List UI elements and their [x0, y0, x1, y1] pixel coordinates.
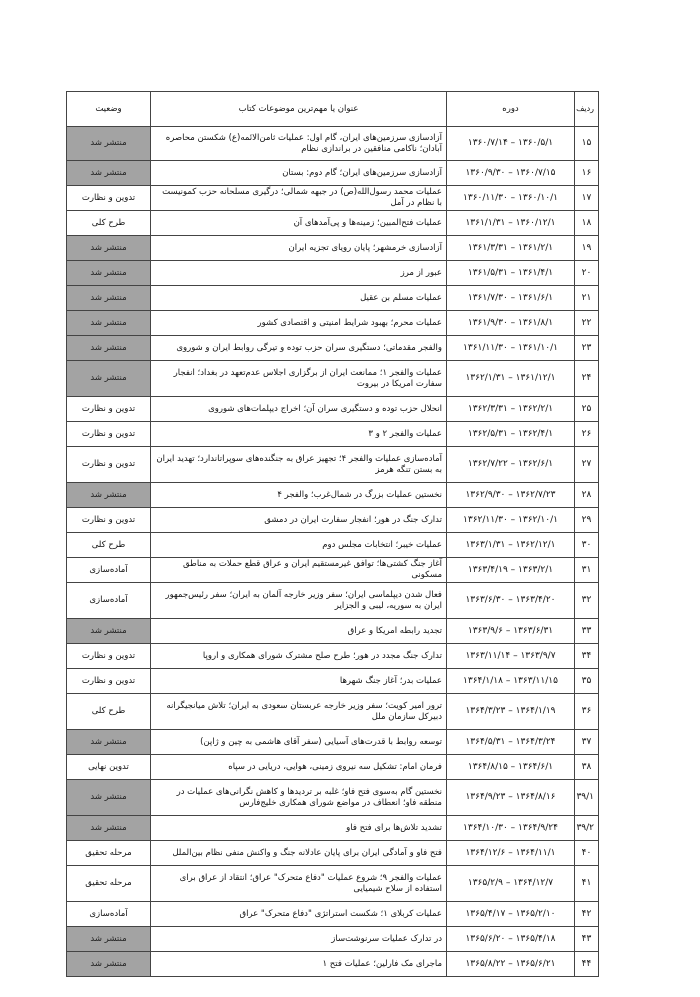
row-number: ۳۷ [575, 730, 599, 755]
row-number: ۳۱ [575, 558, 599, 583]
row-status: منتشر شد [67, 952, 151, 977]
row-title: نخستین گام به‌سوی فتح فاو؛ غلبه بر تردیدها و کاهش نگرانی‌های عملیات در منطقه فاو؛ انعطاف در مواضع شورای همکاری خلیج‌فارس [151, 780, 447, 816]
row-title: انحلال حزب توده و دستگیری سران آن؛ اخراج دیپلمات‌های شوروی [151, 397, 447, 422]
table-row [67, 558, 599, 583]
row-title: عملیات بدر؛ آغاز جنگ شهرها [151, 669, 447, 694]
row-number: ۳۳ [575, 619, 599, 644]
row-status: تدوین و نظارت [67, 644, 151, 669]
row-number: ۳۹/۱ [575, 780, 599, 816]
row-status: منتشر شد [67, 619, 151, 644]
row-number: ۳۹/۲ [575, 816, 599, 841]
row-number: ۱۶ [575, 161, 599, 186]
row-title: آغاز جنگ کشتی‌ها؛ توافق غیرمستقیم ایران و عراق قطع حملات به مناطق مسکونی [151, 558, 447, 583]
row-title: عملیات والفجر ۲ و ۳ [151, 422, 447, 447]
row-period: ۱۳۶۴/۳/۲۴ – ۱۳۶۴/۵/۳۱ [447, 730, 575, 755]
row-number: ۳۶ [575, 694, 599, 730]
row-period: ۱۳۶۰/۱۲/۱ – ۱۳۶۱/۱/۳۱ [447, 211, 575, 236]
row-status: تدوین و نظارت [67, 397, 151, 422]
table-row [67, 311, 599, 336]
table-row [67, 902, 599, 927]
row-status: منتشر شد [67, 236, 151, 261]
table-row [67, 336, 599, 361]
table-row [67, 161, 599, 186]
header-number-label: ردیف [576, 103, 594, 113]
row-title: آزادسازی سرزمین‌های ایران؛ گام دوم: بستان [151, 161, 447, 186]
row-title: عملیات فتح‌المبین؛ زمینه‌ها و پی‌آمدهای آن [151, 211, 447, 236]
books-table [66, 91, 599, 977]
row-period: ۱۳۶۴/۱۲/۷ – ۱۳۶۵/۲/۹ [447, 866, 575, 902]
row-number: ۲۲ [575, 311, 599, 336]
row-period: ۱۳۶۱/۱۰/۱ – ۱۳۶۱/۱۱/۳۰ [447, 336, 575, 361]
row-title: در تدارک عملیات سرنوشت‌ساز [151, 927, 447, 952]
row-number: ۱۸ [575, 211, 599, 236]
header-number [575, 92, 599, 127]
row-title: فرمان امام: تشکیل سه نیروی زمینی، هوایی، دریایی در سپاه [151, 755, 447, 780]
row-status: منتشر شد [67, 927, 151, 952]
row-period: ۱۳۶۳/۱۱/۱۵ – ۱۳۶۴/۱/۱۸ [447, 669, 575, 694]
row-status: مرحله تحقیق [67, 866, 151, 902]
row-title: آزادسازی سرزمین‌های ایران، گام اول: عملیات ثامن‌الائمه(ع) شکستن محاصره آبادان؛ ناکامی منافقین در براندازی نظام [151, 127, 447, 161]
table-row [67, 533, 599, 558]
row-number: ۴۴ [575, 952, 599, 977]
row-number: ۳۴ [575, 644, 599, 669]
row-status: طرح کلی [67, 211, 151, 236]
row-status: آماده‌سازی [67, 558, 151, 583]
row-number: ۲۹ [575, 508, 599, 533]
row-period: ۱۳۶۴/۶/۱ – ۱۳۶۴/۸/۱۵ [447, 755, 575, 780]
row-status: منتشر شد [67, 361, 151, 397]
row-title: ترور امیر کویت؛ سفر وزیر خارجه عربستان سعودی به ایران؛ تلاش میانجیگرانه دبیرکل سازمان ملل [151, 694, 447, 730]
row-period: ۱۳۶۳/۶/۳۱ – ۱۳۶۳/۹/۶ [447, 619, 575, 644]
row-number: ۲۵ [575, 397, 599, 422]
row-period: ۱۳۶۳/۴/۲۰ – ۱۳۶۳/۶/۳۰ [447, 583, 575, 619]
table-row [67, 186, 599, 211]
row-title: عملیات مسلم بن عقیل [151, 286, 447, 311]
row-status: طرح کلی [67, 694, 151, 730]
table-row [67, 211, 599, 236]
row-title: تدارک جنگ مجدد در هور؛ طرح صلح مشترک شورای همکاری و اروپا [151, 644, 447, 669]
row-number: ۳۲ [575, 583, 599, 619]
row-period: ۱۳۶۱/۶/۱ – ۱۳۶۱/۷/۳۰ [447, 286, 575, 311]
row-number: ۲۴ [575, 361, 599, 397]
header-period: دوره [447, 92, 575, 127]
table-row [67, 583, 599, 619]
row-number: ۲۸ [575, 483, 599, 508]
table-row [67, 361, 599, 397]
row-status: آماده‌سازی [67, 583, 151, 619]
row-number: ۳۰ [575, 533, 599, 558]
row-title: عملیات محرم؛ بهبود شرایط امنیتی و اقتصادی کشور [151, 311, 447, 336]
row-period: ۱۳۶۴/۹/۲۴ – ۱۳۶۴/۱۰/۳۰ [447, 816, 575, 841]
row-title: آزادسازی خرمشهر؛ پایان رویای تجزیه ایران [151, 236, 447, 261]
row-status: منتشر شد [67, 286, 151, 311]
row-status: منتشر شد [67, 483, 151, 508]
row-period: ۱۳۶۴/۱/۱۹ – ۱۳۶۴/۳/۲۳ [447, 694, 575, 730]
row-number: ۴۱ [575, 866, 599, 902]
row-number: ۲۳ [575, 336, 599, 361]
table-row [67, 619, 599, 644]
table-row [67, 816, 599, 841]
row-number: ۲۰ [575, 261, 599, 286]
table-row [67, 261, 599, 286]
row-title: توسعه روابط با قدرت‌های آسیایی (سفر آقای هاشمی به چین و ژاپن) [151, 730, 447, 755]
row-status: طرح کلی [67, 533, 151, 558]
row-title: والفجر مقدماتی؛ دستگیری سران حزب توده و تیرگی روابط ایران و شوروی [151, 336, 447, 361]
row-period: ۱۳۶۳/۹/۷ – ۱۳۶۳/۱۱/۱۴ [447, 644, 575, 669]
row-period: ۱۳۶۲/۱۰/۱ – ۱۳۶۲/۱۱/۳۰ [447, 508, 575, 533]
row-title: عملیات والفجر ۹؛ شروع عملیات "دفاع متحرک" عراق؛ انتقاد از عراق برای استفاده از سلاح شیمیایی [151, 866, 447, 902]
row-period: ۱۳۶۰/۱۰/۱ – ۱۳۶۰/۱۱/۳۰ [447, 186, 575, 211]
row-period: ۱۳۶۲/۲/۱ – ۱۳۶۲/۳/۳۱ [447, 397, 575, 422]
row-status: منتشر شد [67, 816, 151, 841]
row-title: عملیات والفجر ۱؛ ممانعت ایران از برگزاری اجلاس عدم‌تعهد در بغداد؛ انفجار سفارت امریکا در بیروت [151, 361, 447, 397]
row-title: فتح فاو و آمادگی ایران برای پایان عادلانه جنگ و واکنش منفی نظام بین‌الملل [151, 841, 447, 866]
row-status: منتشر شد [67, 311, 151, 336]
row-period: ۱۳۶۲/۴/۱ – ۱۳۶۲/۵/۳۱ [447, 422, 575, 447]
row-period: ۱۳۶۰/۵/۱ – ۱۳۶۰/۷/۱۴ [447, 127, 575, 161]
row-period: ۱۳۶۲/۷/۲۳ – ۱۳۶۲/۹/۳۰ [447, 483, 575, 508]
row-number: ۳۵ [575, 669, 599, 694]
row-period: ۱۳۶۴/۸/۱۶ – ۱۳۶۴/۹/۲۳ [447, 780, 575, 816]
table-row [67, 483, 599, 508]
row-status: منتشر شد [67, 261, 151, 286]
row-status: آماده‌سازی [67, 902, 151, 927]
table-row [67, 397, 599, 422]
row-period: ۱۳۶۰/۷/۱۵ – ۱۳۶۰/۹/۳۰ [447, 161, 575, 186]
table-row [67, 286, 599, 311]
row-number: ۲۱ [575, 286, 599, 311]
row-period: ۱۳۶۵/۲/۱۰ – ۱۳۶۵/۴/۱۷ [447, 902, 575, 927]
row-status: منتشر شد [67, 161, 151, 186]
row-period: ۱۳۶۱/۴/۱ – ۱۳۶۱/۵/۳۱ [447, 261, 575, 286]
table-row [67, 755, 599, 780]
row-period: ۱۳۶۱/۲/۱ – ۱۳۶۱/۳/۳۱ [447, 236, 575, 261]
row-title: آماده‌سازی عملیات والفجر ۴؛ تجهیز عراق به جنگنده‌های سوپراتاندارد؛ تهدید ایران به بستن تنگه هرمز [151, 447, 447, 483]
table-row [67, 694, 599, 730]
table-row [67, 952, 599, 977]
row-title: فعال شدن دیپلماسی ایران؛ سفر وزیر خارجه آلمان به ایران؛ سفر رئیس‌جمهور ایران به سوریه، لیبی و الجزایر [151, 583, 447, 619]
row-number: ۱۵ [575, 127, 599, 161]
row-number: ۴۲ [575, 902, 599, 927]
table-body [67, 127, 599, 977]
row-period: ۱۳۶۵/۶/۲۱ – ۱۳۶۵/۸/۲۲ [447, 952, 575, 977]
row-status: تدوین و نظارت [67, 422, 151, 447]
row-status: مرحله تحقیق [67, 841, 151, 866]
row-status: تدوین و نظارت [67, 508, 151, 533]
table-row [67, 927, 599, 952]
row-title: عملیات محمد رسول‌الله(ص) در جبهه شمالی؛ درگیری مسلحانه حزب کمونیست با نظام در آمل [151, 186, 447, 211]
table-row [67, 866, 599, 902]
row-status: منتشر شد [67, 730, 151, 755]
table-row [67, 730, 599, 755]
row-number: ۱۹ [575, 236, 599, 261]
row-number: ۲۷ [575, 447, 599, 483]
table-row [67, 780, 599, 816]
row-number: ۳۸ [575, 755, 599, 780]
row-title: تشدید تلاش‌ها برای فتح فاو [151, 816, 447, 841]
table-row [67, 669, 599, 694]
table-row [67, 422, 599, 447]
table-row [67, 236, 599, 261]
row-status: تدوین و نظارت [67, 186, 151, 211]
row-number: ۴۰ [575, 841, 599, 866]
table-row [67, 644, 599, 669]
table-row [67, 508, 599, 533]
row-title: ماجرای مک فارلین؛ عملیات فتح ۱ [151, 952, 447, 977]
row-status: منتشر شد [67, 127, 151, 161]
row-status: تدوین نهایی [67, 755, 151, 780]
row-title: عملیات کربلای ۱؛ شکست استراتژی "دفاع متحرک" عراق [151, 902, 447, 927]
row-number: ۱۷ [575, 186, 599, 211]
row-number: ۴۳ [575, 927, 599, 952]
row-title: عملیات خیبر؛ انتخابات مجلس دوم [151, 533, 447, 558]
header-title: عنوان یا مهم‌ترین موضوعات کتاب [151, 92, 447, 127]
row-period: ۱۳۶۵/۴/۱۸ – ۱۳۶۵/۶/۲۰ [447, 927, 575, 952]
row-number: ۲۶ [575, 422, 599, 447]
row-title: عبور از مرز [151, 261, 447, 286]
header-status: وضعیت [67, 92, 151, 127]
row-period: ۱۳۶۲/۱۲/۱ – ۱۳۶۳/۱/۳۱ [447, 533, 575, 558]
row-period: ۱۳۶۴/۱۱/۱ – ۱۳۶۴/۱۲/۶ [447, 841, 575, 866]
table-header-row [67, 92, 599, 127]
row-period: ۱۳۶۱/۸/۱ – ۱۳۶۱/۹/۳۰ [447, 311, 575, 336]
row-status: تدوین و نظارت [67, 447, 151, 483]
row-period: ۱۳۶۳/۲/۱ – ۱۳۶۳/۴/۱۹ [447, 558, 575, 583]
table-row [67, 841, 599, 866]
row-title: تجدید رابطه امریکا و عراق [151, 619, 447, 644]
row-period: ۱۳۶۲/۶/۱ – ۱۳۶۲/۷/۲۲ [447, 447, 575, 483]
table-row [67, 447, 599, 483]
row-status: منتشر شد [67, 780, 151, 816]
row-title: نخستین عملیات بزرگ در شمال‌غرب؛ والفجر ۴ [151, 483, 447, 508]
row-title: تدارک جنگ در هور؛ انفجار سفارت ایران در دمشق [151, 508, 447, 533]
table-row [67, 127, 599, 161]
row-status: منتشر شد [67, 336, 151, 361]
row-status: تدوین و نظارت [67, 669, 151, 694]
row-period: ۱۳۶۱/۱۲/۱ – ۱۳۶۲/۱/۳۱ [447, 361, 575, 397]
